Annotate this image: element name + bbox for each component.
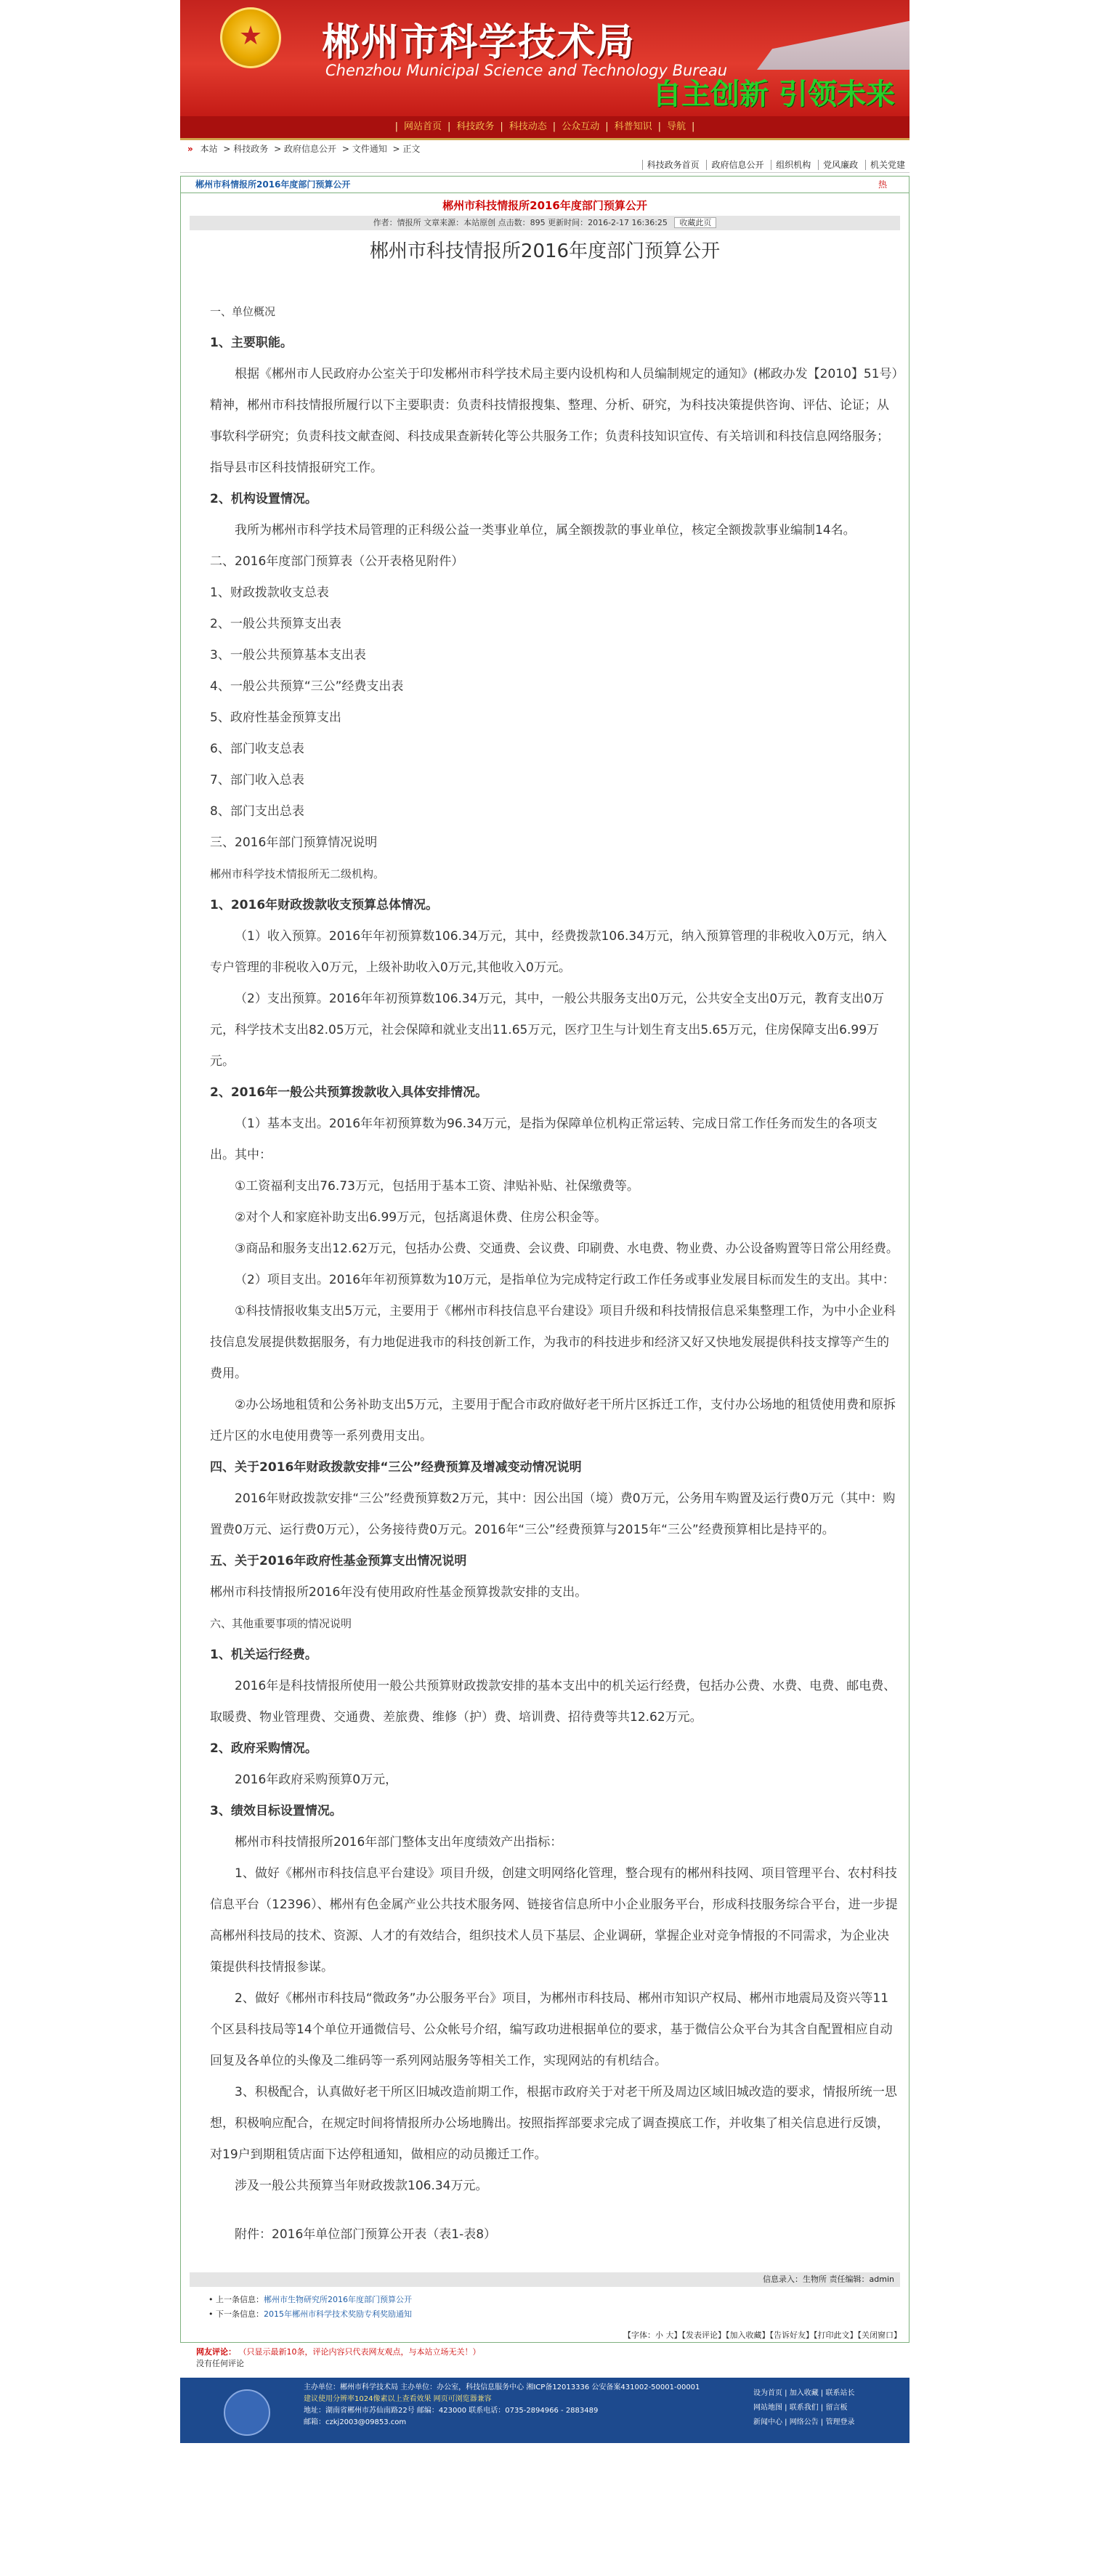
article-paragraph: ①工资福利支出76.73万元，包括用于基本工资、津贴补贴、社保缴费等。 <box>235 1179 639 1194</box>
site-banner <box>180 0 909 116</box>
nav-guide[interactable]: 导航 <box>667 121 686 132</box>
site-title-en: Chenzhou Municipal Science and Technology Bureau <box>325 62 728 79</box>
breadcrumb-notices[interactable]: 文件通知 <box>352 144 387 154</box>
quick-links <box>180 158 909 173</box>
quick-link-org[interactable]: 组织机构 <box>771 160 811 170</box>
article-box <box>180 176 909 2343</box>
footer-link-map[interactable]: 网站地图 <box>753 2404 782 2412</box>
next-item: • 下一条信息：2015年郴州市科学技术奖励专利奖励通知 <box>208 2309 412 2319</box>
article-paragraph: 6、部门收支总表 <box>210 742 304 756</box>
article-paragraph: 我所为郴州市科学技术局管理的正科级公益一类事业单位，属全额拨款的事业单位，核定全额拨款事业编制14名。 <box>235 523 856 538</box>
article-paragraph: 二、2016年度部门预算表（公开表格见附件） <box>210 554 464 569</box>
article-paragraph: 根据《郴州市人民政府办公室关于印发郴州市科学技术局主要内设机构和人员编制规定的通知》(郴政办发【2010】51号）精神，郴州市科技情报所履行以下主要职责：负责科技情报搜集、整理、分析、研究，为科技决策提供咨询、评估、论证；从事软科学研究；负责科技文献查阅、科技成果查新转化等公共服务工作；负责科技知识宣传、有关培训和科技信息网络服务；指导县市区科技情报研究工作。 <box>210 367 899 475</box>
article-paragraph: 一、单位概况 <box>210 305 276 318</box>
article-paragraph: 8、部门支出总表 <box>210 804 304 819</box>
site-title: 郴州市科学技术局 <box>322 21 636 65</box>
article-paragraph: 1、机关运行经费。 <box>210 1648 317 1662</box>
main-nav: | 网站首页 | 科技政务 | 科技动态 | 公众互动 | 科普知识 | 导航 | <box>180 116 909 140</box>
article-attachment-wrap <box>181 2219 909 2272</box>
breadcrumb-affairs[interactable]: 科技政务 <box>233 144 269 154</box>
comments-note: （只显示最新10条，评论内容只代表网友观点，与本站立场无关！） <box>238 2347 481 2357</box>
article-paragraph: 5、政府性基金预算支出 <box>210 710 341 725</box>
next-label: 下一条信息： <box>216 2309 264 2319</box>
tools-links[interactable]: 【字体：小 大】【发表评论】【加入收藏】【告诉好友】【打印此文】【关闭窗口】 <box>623 2330 902 2340</box>
hot-badge: 热 <box>878 179 887 190</box>
breadcrumb-current: 正文 <box>402 144 421 154</box>
article-paragraph: （2）支出预算。2016年年初预算数106.34万元，其中，一般公共服务支出0万元，公共安全支出0万元，教育支出0万元，科学技术支出82.05万元，社会保障和就业支出11.65万元，医疗卫生与计划生育支出5.65万元，住房保障支出6.99万元。 <box>210 992 885 1069</box>
prev-next <box>181 2287 909 2322</box>
article-paragraph: 7、部门收入总表 <box>210 773 304 787</box>
footer-link-contact[interactable]: 联系我们 <box>789 2404 819 2412</box>
info-bar: 信息录入：生物所 责任编辑：admin <box>190 2272 900 2287</box>
article-paragraph: 2、机构设置情况。 <box>210 492 317 506</box>
article-paragraph: ①科技情报收集支出5万元，主要用于《郴州市科技信息平台建设》项目升级和科技情报信息采集整理工作，为中小企业科技信息发展提供数据服务，有力地促进我市的科技创新工作，为我市的科技进步和经济又好又快地发展提供科技支撑等产生的费用。 <box>210 1304 896 1381</box>
bookmark-button[interactable]: 收藏此页 <box>674 217 716 228</box>
article-paragraph: 郴州市科学技术情报所无二级机构。 <box>210 867 385 880</box>
article-paragraph: 涉及一般公共预算当年财政拨款106.34万元。 <box>235 2179 488 2193</box>
article-paragraph: 五、关于2016年政府性基金预算支出情况说明 <box>210 1554 467 1568</box>
breadcrumb: » 本站 > 科技政务 > 政府信息公开 > 文件通知 > 正文 <box>187 144 421 154</box>
article-paragraph: 2、2016年一般公共预算拨款收入具体安排情况。 <box>210 1085 488 1100</box>
site-footer <box>180 2378 909 2443</box>
article-paragraph: （2）项目支出。2016年年初预算数为10万元，是指单位为完成特定行政工作任务或事业发展目标而发生的支出。其中： <box>235 1273 895 1287</box>
article-paragraph: 1、财政拨款收支总表 <box>210 586 329 600</box>
footer-link-login[interactable]: 管理登录 <box>825 2418 855 2426</box>
prev-item: • 上一条信息：郴州市生物研究所2016年度部门预算公开 <box>208 2295 412 2304</box>
quick-link-integrity[interactable]: 党风廉政 <box>818 160 858 170</box>
nav-affairs[interactable]: 科技政务 <box>456 121 495 132</box>
footer-line-2: 建议使用分辨率1024像素以上查看效果 网页可浏览器兼容 <box>304 2395 492 2403</box>
article-paragraph: 2016年是科技情报所使用一般公共预算财政拨款安排的基本支出中的机关运行经费，包括办公费、水费、电费、邮电费、取暖费、物业管理费、交通费、差旅费、维修（护）费、培训费、招待费等共12.62万元。 <box>210 1679 896 1725</box>
nav-knowledge[interactable]: 科普知识 <box>614 121 652 132</box>
quick-link-affairs-home[interactable]: 科技政务首页 <box>642 160 700 170</box>
article-paragraph: 2、做好《郴州市科技局“微政务”办公服务平台》项目，为郴州市科技局、郴州市知识产权局、郴州市地震局及资兴等11个区县科技局等14个单位开通微信号、公众帐号介绍，编写政功进根据单位的要求，基于微信公众平台为其含自配置相应自动回复及各单位的头像及二维码等一系列网站服务等相关工作，实现网站的有机结合。 <box>210 1991 893 2068</box>
article-paragraph: 2016年财政拨款安排“三公”经费预算数2万元，其中：因公出国（境）费0万元，公务用车购置及运行费0万元（其中：购置费0万元、运行费0万元），公务接待费0万元。2016年“三公”经费预算与2015年“三公”经费预算相比是持平的。 <box>210 1491 896 1537</box>
article-paragraph: ②办公场地租赁和公务补助支出5万元，主要用于配合市政府做好老干所片区拆迁工作，支付办公场地的租赁使用费和原拆迁片区的水电使用费等一系列费用支出。 <box>210 1398 896 1443</box>
article-sub-title: 郴州市科技情报所2016年度部门预算公开 <box>442 199 647 212</box>
site-slogan: 自主创新 引领未来 <box>652 78 895 111</box>
footer-line-4: 邮箱：czkj2003@09853.com <box>304 2418 407 2426</box>
article-paragraph: 2016年政府采购预算0万元， <box>235 1773 398 1787</box>
page <box>180 0 909 2443</box>
article-paragraph: （1）基本支出。2016年年初预算数为96.34万元，是指为保障单位机构正常运转、完成日常工作任务而发生的各项支出。其中： <box>210 1117 878 1162</box>
footer-line-3: 地址：湖南省郴州市苏仙南路22号 邮编：423000 联系电话：0735-2894966 - 2883489 <box>304 2407 599 2415</box>
content-spacer <box>210 2251 899 2272</box>
comments <box>180 2343 909 2369</box>
article-paragraph: ③商品和服务支出12.62万元，包括办公费、交通费、会议费、印刷费、水电费、物业费、办公设备购置等日常公用经费。 <box>235 1242 899 1256</box>
article-box-title: 郴州市科情报所2016年度部门预算公开 <box>195 179 351 190</box>
article-paragraph: 三、2016年部门预算情况说明 <box>210 835 378 850</box>
next-link[interactable]: 2015年郴州市科学技术奖励专利奖励通知 <box>264 2309 412 2319</box>
article-box-header <box>181 177 909 193</box>
footer-line-1: 主办单位：郴州市科学技术局 主办单位：办公室，科技信息服务中心 湘ICP备12013336 公安备案431002-50001-00001 <box>304 2383 700 2391</box>
article-paragraph: 郴州市科技情报所2016年没有使用政府性基金预算拨款安排的支出。 <box>210 1585 588 1600</box>
nav-home[interactable]: 网站首页 <box>403 121 442 132</box>
breadcrumb-arrow-icon: » <box>187 144 193 154</box>
quick-link-disclosure[interactable]: 政府信息公开 <box>706 160 763 170</box>
article-content <box>181 296 909 2202</box>
footer-link-fav[interactable]: 加入收藏 <box>789 2389 819 2397</box>
footer-link-notice[interactable]: 网络公告 <box>789 2418 819 2426</box>
article-paragraph: ②对个人和家庭补助支出6.99万元，包括离退休费、住房公积金等。 <box>235 1210 607 1225</box>
article-tools <box>181 2322 909 2342</box>
prev-label: 上一条信息： <box>216 2295 264 2304</box>
article-meta <box>190 216 900 230</box>
breadcrumb-disclosure[interactable]: 政府信息公开 <box>284 144 337 154</box>
nav-news[interactable]: 科技动态 <box>509 121 547 132</box>
article-title: 郴州市科技情报所2016年度部门预算公开 <box>369 240 721 262</box>
footer-links: 设为首页 | 加入收藏 | 联系站长 网站地图 | 联系我们 | 留言板 新闻中心 | 网络公告 | 管理登录 <box>753 2389 855 2426</box>
article-paragraph: 2、一般公共预算支出表 <box>210 617 341 631</box>
article-paragraph: （1）收入预算。2016年年初预算数106.34万元，其中，经费拨款106.34万元，纳入预算管理的非税收入0万元，纳入专户管理的非税收入0万元，上级补助收入0万元,其他收入0万元。 <box>210 929 887 975</box>
comments-empty: 没有任何评论 <box>196 2359 244 2368</box>
train-image <box>757 0 909 70</box>
article-paragraph: 六、其他重要事项的情况说明 <box>210 1617 352 1630</box>
footer-logo-icon <box>224 2389 270 2436</box>
footer-link-home[interactable]: 设为首页 <box>753 2389 782 2397</box>
article-attachment[interactable]: 附件：2016年单位部门预算公开表（表1-表8） <box>235 2227 497 2242</box>
footer-link-admin[interactable]: 联系站长 <box>825 2389 855 2397</box>
breadcrumb-site[interactable]: 本站 <box>200 144 218 154</box>
footer-link-news[interactable]: 新闻中心 <box>753 2418 782 2426</box>
prev-link[interactable]: 郴州市生物研究所2016年度部门预算公开 <box>264 2295 412 2304</box>
comments-label: 网友评论： <box>196 2347 236 2357</box>
article-paragraph: 四、关于2016年财政拨款安排“三公”经费预算及增减变动情况说明 <box>210 1460 582 1475</box>
nav-interaction[interactable]: 公众互动 <box>562 121 600 132</box>
national-emblem-icon <box>220 7 281 68</box>
article-paragraph: 2、政府采购情况。 <box>210 1741 317 1756</box>
footer-link-board[interactable]: 留言板 <box>825 2404 848 2412</box>
article-paragraph: 郴州市科技情报所2016年部门整体支出年度绩效产出指标： <box>235 1835 563 1850</box>
article-paragraph: 4、一般公共预算“三公”经费支出表 <box>210 679 404 694</box>
article-paragraph: 3、一般公共预算基本支出表 <box>210 648 366 663</box>
article-paragraph: 1、2016年财政拨款收支预算总体情况。 <box>210 898 439 912</box>
article-paragraph: 3、积极配合，认真做好老干所区旧城改造前期工作，根据市政府关于对老干所及周边区域旧城改造的要求，情报所统一思想，积极响应配合，在规定时间将情报所办公场地腾出。按照指挥部要求完成了调查摸底工作，并收集了相关信息进行反馈，对19户到期租赁店面下达停租通知，做相应的动员搬迁工作。 <box>210 2085 897 2162</box>
article-paragraph: 1、做好《郴州市科技信息平台建设》项目升级，创建文明网络化管理，整合现有的郴州科技网、项目管理平台、农村科技信息平台（12396）、郴州有色金属产业公共技术服务网、链接省信息所中小企业服务平台，形成科技服务综合平台，进一步提高郴州科技局的技术、资源、人才的有效结合，组织技术人员下基层、企业调研，掌握企业对竞争情报的不同需求，为企业决策提供科技情报参谋。 <box>210 1866 898 1974</box>
article-meta-text: 作者：情报所 文章来源：本站原创 点击数：895 更新时间：2016-2-17 16:36:25 <box>373 218 668 227</box>
article-paragraph: 1、主要职能。 <box>210 336 293 350</box>
quick-link-party[interactable]: 机关党建 <box>865 160 905 170</box>
article-paragraph: 3、绩效目标设置情况。 <box>210 1804 342 1818</box>
